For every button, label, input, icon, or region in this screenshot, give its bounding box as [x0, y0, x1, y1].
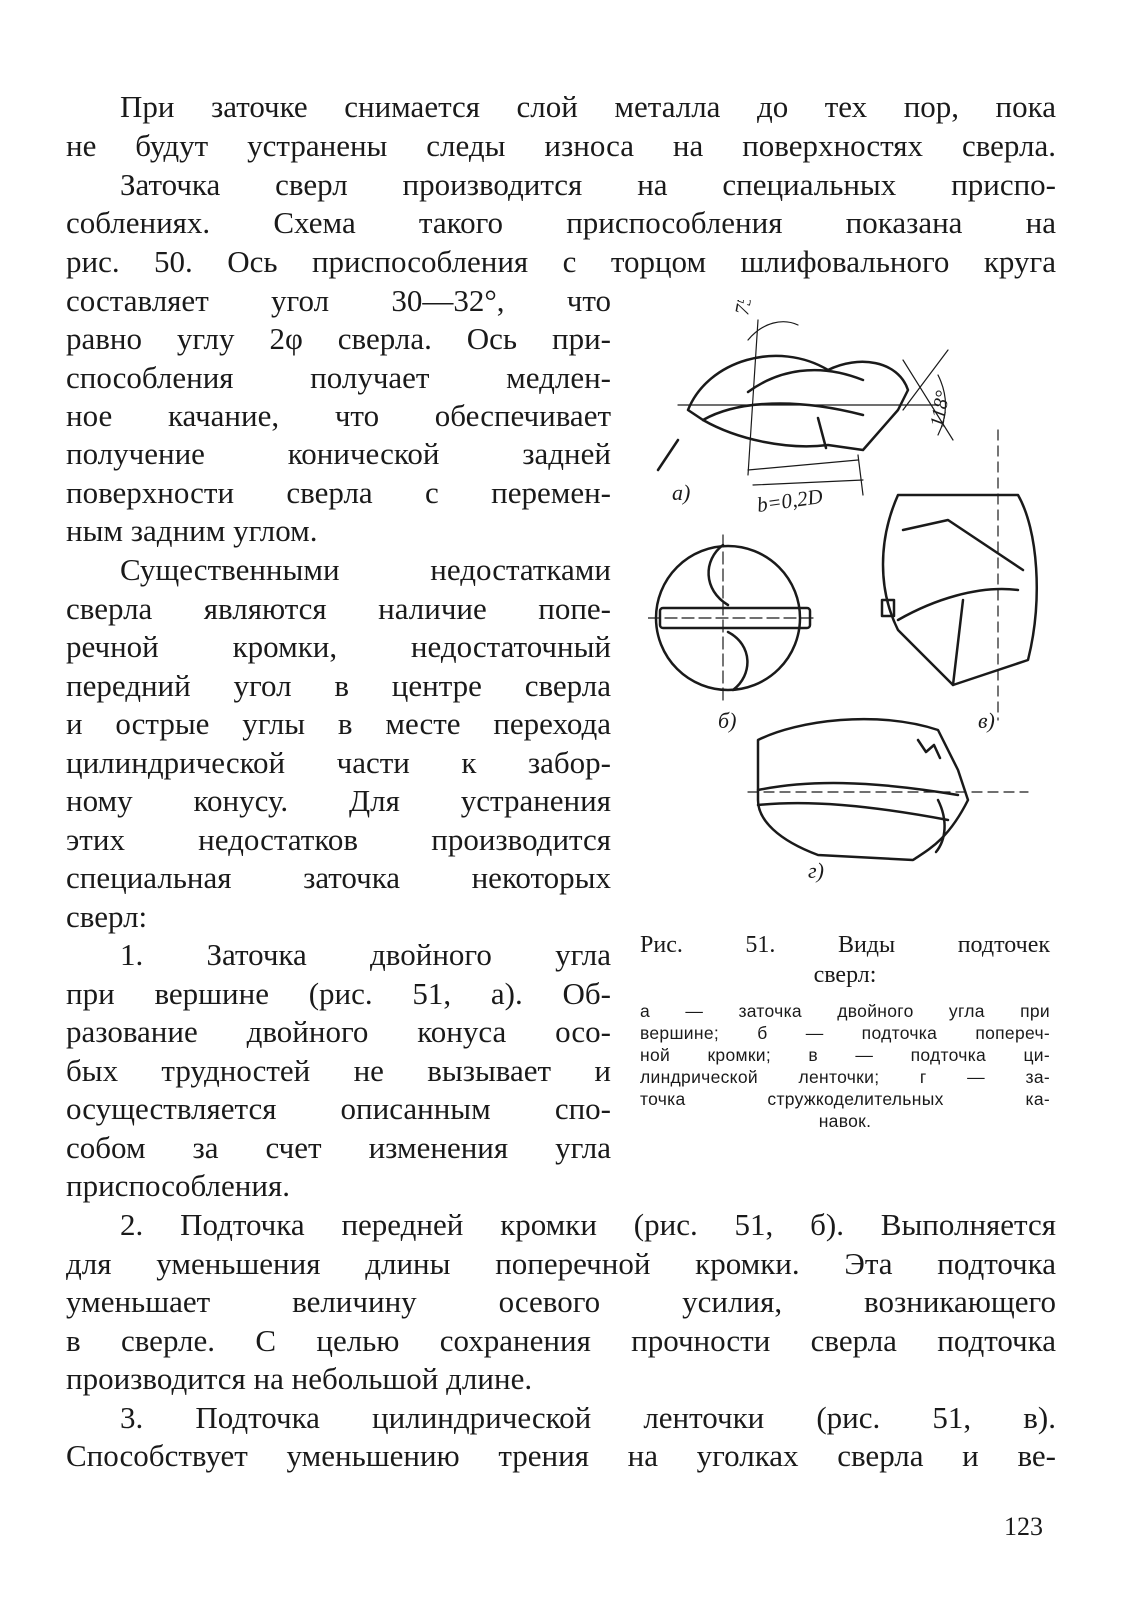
label-v: в): [978, 708, 995, 733]
text-line: не будут устранены следы износа на поверхностях сверла.: [66, 128, 1056, 163]
text-line: разование двойного конуса осо-: [66, 1014, 611, 1049]
text-line: цилиндрической части к забор-: [66, 745, 611, 780]
text-line: специальная заточка некоторых: [66, 860, 611, 895]
figure-caption-line: ной кромки; в — подточка ци-: [640, 1045, 1050, 1065]
figure-caption-title: Рис. 51. Виды подточек: [640, 932, 1050, 958]
angle-75-label: 75°: [731, 300, 758, 317]
text-line: рис. 50. Ось приспособления с торцом шлифовального круга: [66, 244, 1056, 279]
text-line: ным задним углом.: [66, 513, 318, 548]
text-line: Существенными недостатками: [120, 552, 611, 587]
text-line: 1. Заточка двойного угла: [120, 937, 611, 972]
text-line: собом за счет изменения угла: [66, 1130, 611, 1165]
figure-caption-line: вершине; б — подточка попереч-: [640, 1023, 1050, 1043]
label-g: г): [808, 858, 824, 883]
text-line: соблениях. Схема такого приспособления показана на: [66, 205, 1056, 240]
text-line: при вершине (рис. 51, а). Об-: [66, 976, 611, 1011]
text-line: ному конусу. Для устранения: [66, 783, 611, 818]
text-line: При заточке снимается слой металла до тех пор, пока: [120, 89, 1056, 124]
text-line: 3. Подточка цилиндрической ленточки (рис. 51, в).: [120, 1400, 1056, 1435]
drawing-a: [658, 320, 953, 495]
text-line: способления получает медлен-: [66, 360, 611, 395]
text-line: для уменьшения длины поперечной кромки. Эта подточка: [66, 1246, 1056, 1281]
text-line: речной кромки, недостаточный: [66, 629, 611, 664]
drawing-g: [748, 719, 1028, 860]
text-line: осуществляется описанным спо-: [66, 1091, 611, 1126]
text-line: этих недостатков производится: [66, 822, 611, 857]
figure-caption-title: сверл:: [813, 962, 877, 988]
text-line: передний угол в центре сверла: [66, 668, 611, 703]
text-line: сверла являются наличие попе-: [66, 591, 611, 626]
drill-drawings: [648, 300, 1068, 900]
text-line: получение конической задней: [66, 436, 611, 471]
figure-caption-line: а — заточка двойного угла при: [640, 1001, 1050, 1021]
angle-118-label: 118°: [926, 389, 955, 429]
text-line: равно углу 2φ сверла. Ось при-: [66, 321, 611, 356]
text-line: в сверле. С целью сохранения прочности сверла подточка: [66, 1323, 1056, 1358]
figure-caption-line: линдрической ленточки; г — за-: [640, 1067, 1050, 1087]
text-line: уменьшает величину осевого усилия, возникающего: [66, 1284, 1056, 1319]
text-line: поверхности сверла с перемен-: [66, 475, 611, 510]
page-number: 123: [1004, 1512, 1043, 1541]
text-line: производится на небольшой длине.: [66, 1361, 533, 1396]
figure-caption-line: точка стружкоделительных ка-: [640, 1089, 1050, 1109]
label-b: б): [718, 708, 737, 733]
text-line: приспособления.: [66, 1168, 290, 1203]
drawing-v: [882, 430, 1037, 720]
figure-51-drill-sharpening: [648, 300, 1068, 900]
text-line: бых трудностей не вызывает и: [66, 1053, 611, 1088]
text-line: составляет угол 30—32°, что: [66, 283, 611, 318]
text-line: Способствует уменьшению трения на уголках сверла и ве-: [66, 1438, 1056, 1473]
figure-caption-line: навок.: [818, 1111, 872, 1131]
label-a: а): [672, 480, 691, 505]
dimension-label: b=0,2D: [755, 483, 825, 517]
text-line: Заточка сверл производится на специальных приспо-: [120, 167, 1056, 202]
text-line: сверл:: [66, 899, 148, 934]
text-line: ное качание, что обеспечивает: [66, 398, 611, 433]
drawing-b: [648, 535, 818, 700]
text-line: 2. Подточка передней кромки (рис. 51, б). Выполняется: [120, 1207, 1056, 1242]
text-line: и острые углы в месте перехода: [66, 706, 611, 741]
